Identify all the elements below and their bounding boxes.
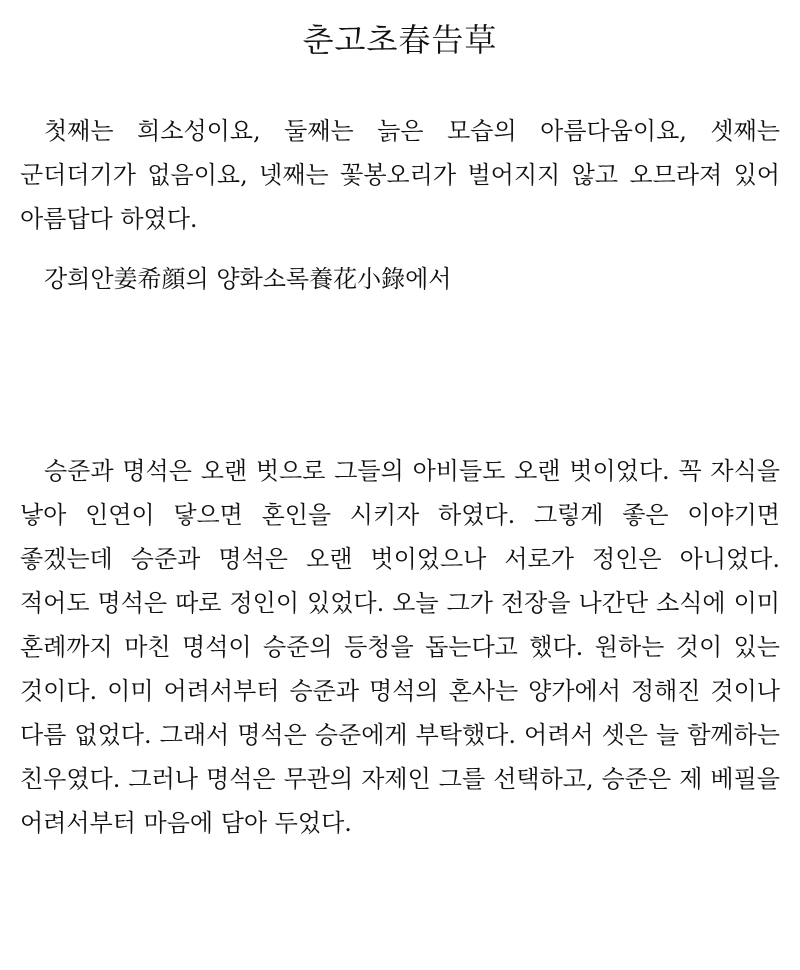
body-paragraph: 승준과 명석은 오랜 벗으로 그들의 아비들도 오랜 벗이었다. 꼭 자식을 낳아 인연이 닿으면 혼인을 시키자 하였다. 그렇게 좋은 이야기면 좋겠는데 승준과 명석은 오랜 벗이었으나 서로가 정인은 아니었다. 적어도 명석은 따로 정인이 있었다. 오늘 그가 전장을 나간단 소식에 이미 혼례까지 마친 명석이 승준의 등청을 돕는다고 했다. 원하는 것이 있는 것이다. 이미 어려서부터 승준과 명석의 혼사는 양가에서 정해진 것이나 다름 없었다. 그래서 명석은 승준에게 부탁했다. 어려서 셋은 늘 함께하는 친우였다. 그러나 명석은 무관의 자제인 그를 선택하고, 승준은 제 베필을 어려서부터 마음에 담아 두었다. [20, 457, 780, 837]
intro-paragraph: 첫째는 희소성이요, 둘째는 늙은 모습의 아름다움이요, 셋째는 군더더기가 없음이요, 넷째는 꽃봉오리가 벌어지지 않고 오므라져 있어 아름답다 하였다. [20, 117, 780, 233]
source-citation: 강희안姜希顔의 양화소록養花小錄에서 [44, 265, 452, 293]
page-title: 춘고초春告草 [302, 21, 498, 59]
